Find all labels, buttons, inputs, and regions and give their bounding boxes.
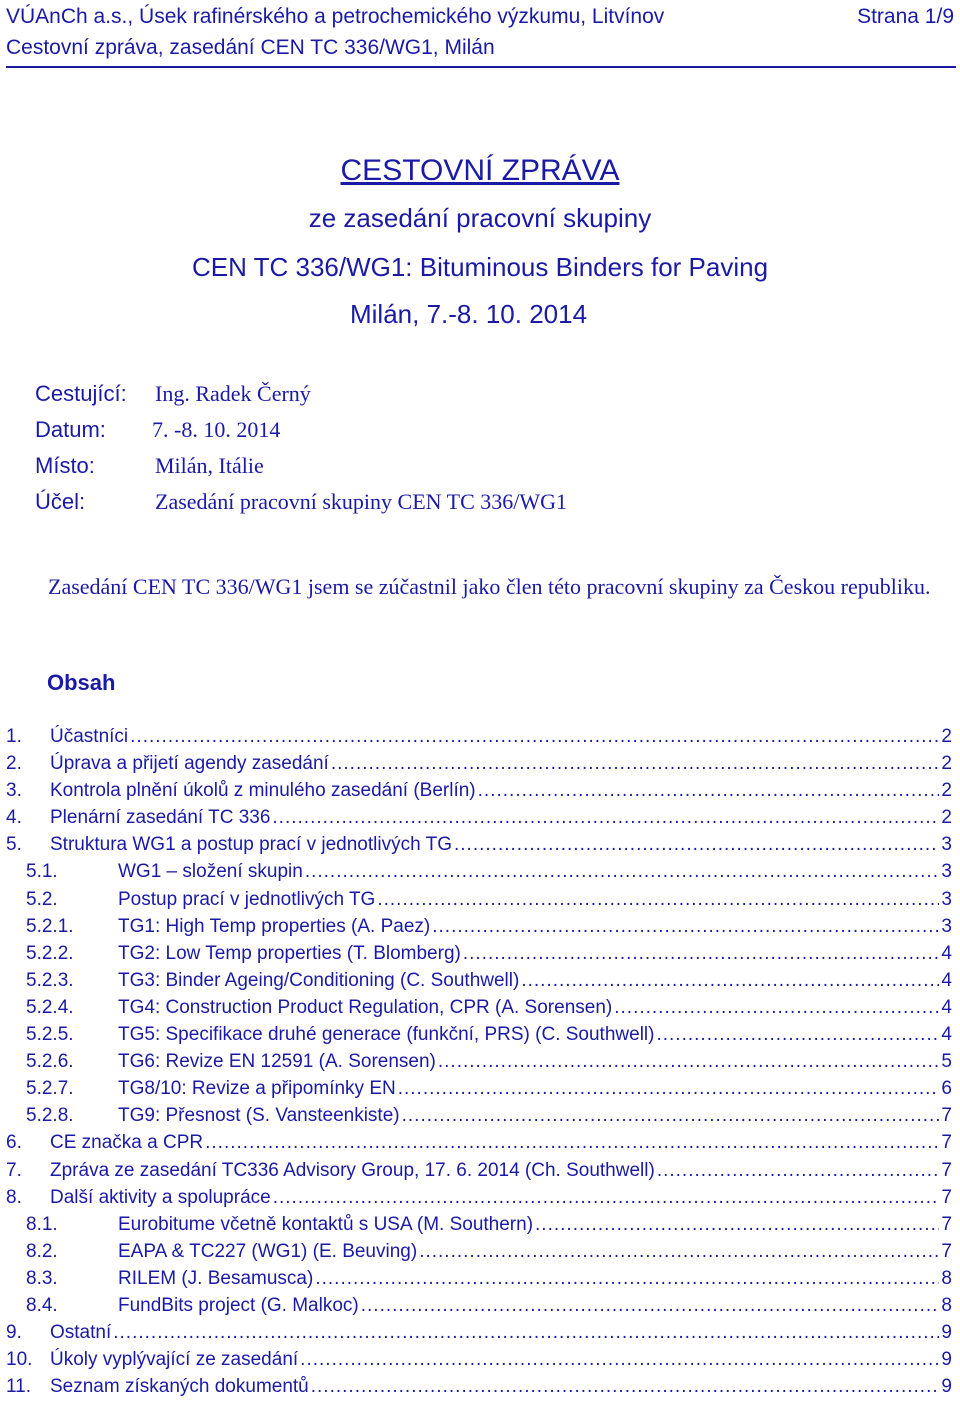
header-subtitle: Cestovní zpráva, zasedání CEN TC 336/WG1, Milán — [6, 36, 495, 59]
table-of-contents — [6, 726, 952, 1403]
toc-entry-number: 7. — [6, 1159, 22, 1181]
toc-leader-dots — [315, 1268, 939, 1290]
info-label: Datum: — [35, 417, 106, 442]
report-group: CEN TC 336/WG1: Bituminous Binders for Paving — [191, 252, 769, 282]
toc-entry-title: EAPA & TC227 (WG1) (E. Beuving) — [118, 1240, 418, 1262]
toc-entry[interactable] — [6, 1051, 952, 1078]
toc-entry-number: 8. — [6, 1186, 22, 1208]
toc-entry-title: Plenární zasedání TC 336 — [50, 807, 271, 829]
toc-entry[interactable] — [6, 861, 952, 888]
toc-entry-title: TG3: Binder Ageing/Conditioning (C. Southwell) — [118, 969, 520, 991]
toc-entry-page: 7 — [941, 1132, 952, 1154]
toc-leader-dots — [432, 916, 939, 938]
toc-entry-page: 9 — [941, 1322, 952, 1344]
toc-entry[interactable] — [6, 1078, 952, 1105]
toc-leader-dots — [377, 889, 939, 911]
toc-leader-dots — [521, 970, 939, 992]
toc-leader-dots — [657, 1160, 940, 1182]
toc-entry-number: 1. — [6, 726, 22, 747]
toc-entry-page: 2 — [941, 726, 952, 747]
toc-entry-title: TG4: Construction Product Regulation, CPR (A. Sorensen) — [118, 996, 613, 1018]
toc-entry-page: 6 — [941, 1078, 952, 1100]
toc-entry-number: 5.2.8. — [26, 1105, 74, 1127]
toc-leader-dots — [300, 1349, 939, 1371]
toc-entry-title: TG5: Specifikace druhé generace (funkční, PRS) (C. Southwell) — [118, 1024, 655, 1046]
toc-entry-page: 3 — [941, 834, 952, 856]
intro-text: Zasedání CEN TC 336/WG1 jsem se zúčastnil jako člen této pracovní skupiny za Českou republiku. — [48, 574, 931, 599]
info-value: Zasedání pracovní skupiny CEN TC 336/WG1 — [155, 489, 568, 514]
toc-entry[interactable] — [6, 780, 952, 807]
toc-entry-title: TG6: Revize EN 12591 (A. Sorensen) — [118, 1051, 436, 1073]
info-place — [35, 451, 264, 481]
toc-leader-dots — [305, 861, 940, 883]
info-value: Milán, Itálie — [155, 453, 264, 478]
info-date — [35, 415, 280, 445]
toc-entry[interactable] — [6, 1132, 952, 1159]
toc-entry[interactable] — [6, 1160, 952, 1187]
toc-entry-title: TG2: Low Temp properties (T. Blomberg) — [118, 942, 461, 964]
toc-entry-page: 7 — [941, 1186, 952, 1208]
toc-leader-dots — [463, 943, 940, 965]
toc-entry-title: FundBits project (G. Malkoc) — [118, 1294, 359, 1316]
toc-leader-dots — [273, 1187, 940, 1209]
intro-paragraph — [6, 572, 954, 602]
toc-entry-title: Kontrola plnění úkolů z minulého zasedání (Berlín) — [50, 780, 476, 802]
toc-entry-title: TG8/10: Revize a připomínky EN — [118, 1078, 396, 1100]
toc-entry[interactable] — [6, 997, 952, 1024]
toc-entry-title: Seznam získaných dokumentů — [50, 1376, 309, 1398]
toc-leader-dots — [311, 1376, 940, 1398]
toc-entry-number: 5.2.2. — [26, 942, 74, 964]
toc-entry-page: 7 — [941, 1240, 952, 1262]
toc-leader-dots — [331, 753, 940, 775]
toc-leader-dots — [272, 807, 939, 829]
toc-entry-title: Úkoly vyplývající ze zasedání — [50, 1349, 299, 1371]
report-title: CESTOVNÍ ZPRÁVA — [340, 154, 620, 187]
toc-entry-number: 5.2. — [26, 888, 58, 910]
toc-entry-number: 2. — [6, 753, 22, 775]
toc-entry-title: TG9: Přesnost (S. Vansteenkiste) — [118, 1105, 400, 1127]
toc-leader-dots — [361, 1295, 940, 1317]
toc-entry-title: Zpráva ze zasedání TC336 Advisory Group, 17. 6. 2014 (Ch. Southwell) — [50, 1159, 655, 1181]
toc-entry[interactable] — [6, 1024, 952, 1051]
info-purpose — [35, 487, 567, 517]
toc-entry[interactable] — [6, 889, 952, 916]
toc-entry-page: 2 — [941, 753, 952, 775]
toc-entry-page: 9 — [941, 1349, 952, 1371]
toc-entry-page: 4 — [941, 996, 952, 1018]
toc-entry-title: CE značka a CPR — [50, 1132, 204, 1154]
toc-leader-dots — [113, 1322, 939, 1344]
info-value: 7. -8. 10. 2014 — [152, 417, 281, 442]
info-label: Cestující: — [35, 381, 127, 406]
toc-entry[interactable] — [6, 1187, 952, 1214]
header-divider — [6, 66, 956, 68]
toc-entry-number: 5.2.6. — [26, 1051, 74, 1073]
toc-entry-title: TG1: High Temp properties (A. Paez) — [118, 915, 431, 937]
toc-leader-dots — [478, 780, 940, 802]
toc-entry-number: 5.1. — [26, 861, 58, 883]
toc-entry-number: 8.4. — [26, 1294, 58, 1316]
info-traveler — [35, 379, 311, 409]
toc-entry[interactable] — [6, 1295, 952, 1322]
toc-entry[interactable] — [6, 1268, 952, 1295]
toc-entry-page: 8 — [941, 1267, 952, 1289]
toc-entry[interactable] — [6, 753, 952, 780]
toc-entry-number: 9. — [6, 1322, 22, 1344]
toc-entry-title: WG1 – složení skupin — [118, 861, 303, 883]
toc-leader-dots — [130, 726, 939, 748]
toc-entry-page: 3 — [941, 861, 952, 883]
toc-entry[interactable] — [6, 1349, 952, 1376]
toc-entry-title: Postup prací v jednotlivých TG — [118, 888, 376, 910]
toc-entry[interactable] — [6, 834, 952, 861]
toc-leader-dots — [614, 997, 939, 1019]
toc-leader-dots — [398, 1078, 940, 1100]
toc-entry-page: 4 — [941, 1024, 952, 1046]
toc-entry-page: 9 — [941, 1376, 952, 1398]
toc-entry-number: 5.2.4. — [26, 996, 74, 1018]
toc-entry-number: 11. — [6, 1376, 32, 1398]
toc-entry[interactable] — [6, 943, 952, 970]
toc-leader-dots — [535, 1214, 939, 1236]
header-page-number: Strana 1/9 — [857, 5, 954, 28]
toc-entry-number: 5. — [6, 834, 22, 856]
toc-entry-page: 8 — [941, 1294, 952, 1316]
toc-leader-dots — [656, 1024, 939, 1046]
toc-entry-number: 8.2. — [26, 1240, 58, 1262]
toc-entry-number: 5.2.3. — [26, 969, 74, 991]
toc-entry-number: 5.2.5. — [26, 1024, 74, 1046]
info-label: Účel: — [35, 489, 86, 514]
toc-entry-page: 2 — [941, 807, 952, 829]
toc-entry[interactable] — [6, 916, 952, 943]
toc-entry-page: 4 — [941, 969, 952, 991]
toc-entry-number: 8.3. — [26, 1267, 58, 1289]
info-label: Místo: — [35, 453, 95, 478]
toc-entry-number: 3. — [6, 780, 22, 802]
toc-entry-page: 5 — [941, 1051, 952, 1073]
toc-entry[interactable] — [6, 807, 952, 834]
toc-entry[interactable] — [6, 726, 952, 753]
toc-leader-dots — [205, 1132, 939, 1154]
toc-entry[interactable] — [6, 970, 952, 997]
toc-entry-title: Struktura WG1 a postup prací v jednotlivých TG — [50, 834, 452, 856]
toc-entry-page: 3 — [941, 888, 952, 910]
toc-entry[interactable] — [6, 1322, 952, 1349]
page-header — [6, 3, 954, 31]
toc-leader-dots — [402, 1105, 940, 1127]
toc-entry[interactable] — [6, 1214, 952, 1241]
report-place-date: Milán, 7.-8. 10. 2014 — [350, 299, 588, 329]
toc-leader-dots — [438, 1051, 940, 1073]
toc-entry-title: Ostatní — [50, 1322, 112, 1344]
toc-entry-page: 7 — [941, 1105, 952, 1127]
toc-entry[interactable] — [6, 1376, 952, 1403]
toc-entry-page: 7 — [941, 1213, 952, 1235]
toc-entry-title: Eurobitume včetně kontaktů s USA (M. Southern) — [118, 1213, 534, 1235]
toc-leader-dots — [419, 1241, 939, 1263]
toc-entry-title: RILEM (J. Besamusca) — [118, 1267, 314, 1289]
header-organization: VÚAnCh a.s., Úsek rafinérského a petrochemického výzkumu, Litvínov — [6, 5, 665, 28]
toc-entry-title: Další aktivity a spolupráce — [50, 1186, 271, 1208]
toc-entry[interactable] — [6, 1105, 952, 1132]
toc-entry-page: 3 — [941, 915, 952, 937]
toc-entry-number: 10. — [6, 1349, 33, 1371]
report-subtitle: ze zasedání pracovní skupiny — [308, 203, 652, 233]
toc-heading: Obsah — [47, 670, 116, 695]
toc-entry[interactable] — [6, 1241, 952, 1268]
toc-entry-title: Úprava a přijetí agendy zasedání — [50, 753, 329, 775]
toc-entry-page: 2 — [941, 780, 952, 802]
toc-entry-number: 5.2.7. — [26, 1078, 74, 1100]
info-value: Ing. Radek Černý — [155, 381, 311, 406]
toc-entry-page: 7 — [941, 1159, 952, 1181]
toc-entry-number: 4. — [6, 807, 22, 829]
toc-entry-number: 6. — [6, 1132, 22, 1154]
toc-entry-number: 5.2.1. — [26, 915, 74, 937]
toc-entry-page: 4 — [941, 942, 952, 964]
toc-entry-title: Účastníci — [50, 726, 129, 747]
toc-entry-number: 8.1. — [26, 1213, 58, 1235]
toc-leader-dots — [454, 834, 939, 856]
